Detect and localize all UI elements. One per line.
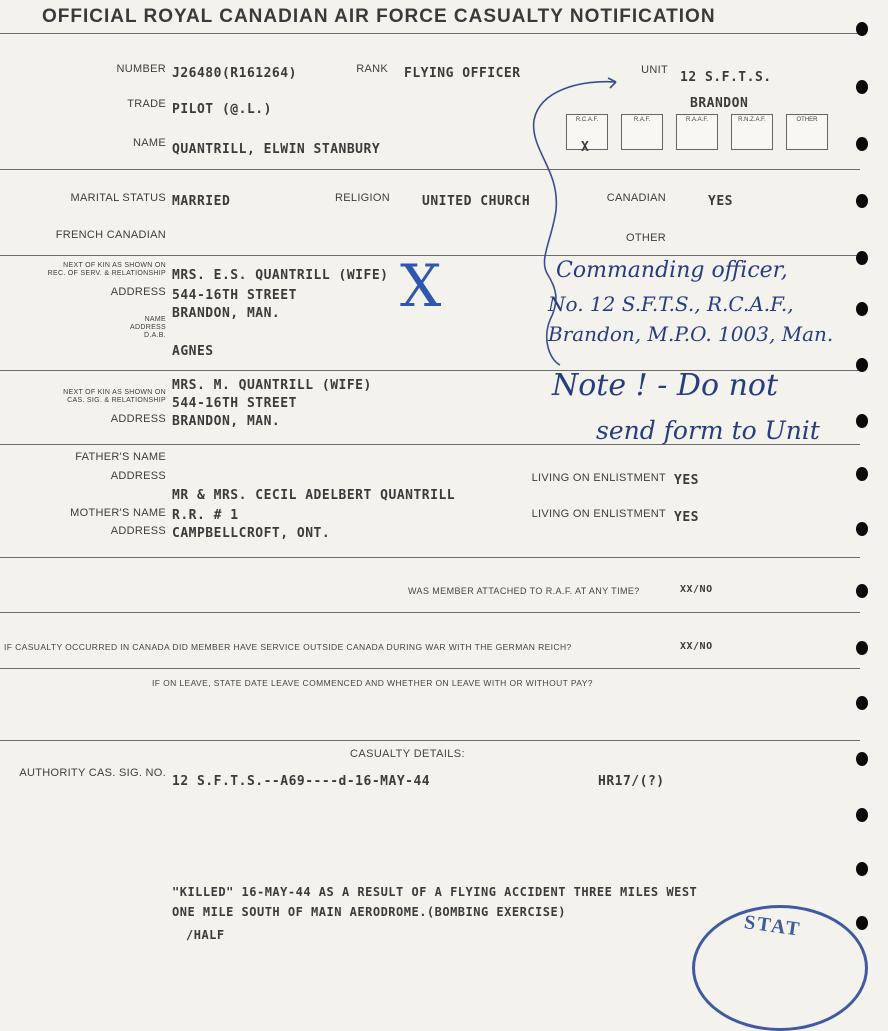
marital-status-label: MARITAL STATUS (70, 192, 166, 204)
other-label: OTHER (626, 232, 666, 244)
binder-hole (856, 80, 868, 94)
divider (0, 612, 860, 613)
dab-label-1: NAME (144, 316, 166, 323)
handwritten-note-line-1: Note ! - Do not (552, 368, 779, 403)
binder-hole (856, 584, 868, 598)
unit-value: 12 S.F.T.S. (680, 70, 772, 85)
binder-hole (856, 358, 868, 372)
nok-cas-label-2: CAS. SIG. & RELATIONSHIP (67, 397, 166, 404)
blue-cross-mark: X (400, 252, 442, 320)
parents-names: MR & MRS. CECIL ADELBERT QUANTRILL (172, 488, 456, 503)
raf-answer: XX/NO (680, 584, 713, 595)
mother-address-1: R.R. # 1 (172, 508, 239, 523)
stamp-text: STAT (742, 911, 803, 941)
nok-record-label-2: REC. OF SERV. & RELATIONSHIP (47, 270, 166, 277)
outside-canada-answer: XX/NO (680, 641, 713, 652)
father-living-label: LIVING ON ENLISTMENT (531, 472, 666, 484)
religion-value: UNITED CHURCH (422, 194, 531, 209)
binder-hole (856, 302, 868, 316)
trade-label: TRADE (127, 98, 166, 110)
casualty-ref: HR17/(?) (598, 774, 665, 789)
mother-name-label: MOTHER'S NAME (70, 507, 166, 519)
canadian-label: CANADIAN (606, 192, 666, 204)
force-box-label: R.A.F. (633, 117, 651, 123)
binder-hole (856, 752, 868, 766)
binder-hole (856, 22, 868, 36)
religion-label: RELIGION (335, 192, 390, 204)
force-box-label: R.A.A.F. (685, 117, 708, 123)
nok-cas-address-label: ADDRESS (110, 413, 166, 425)
binder-hole (856, 641, 868, 655)
binder-hole (856, 862, 868, 876)
trade-value: PILOT (@.L.) (172, 102, 272, 117)
casualty-details-label: CASUALTY DETAILS: (350, 748, 466, 760)
unit-label: UNIT (641, 64, 668, 76)
nok-cas-address-1: 544-16TH STREET (172, 396, 297, 411)
authority-value: 12 S.F.T.S.--A69----d-16-MAY-44 (172, 774, 431, 789)
handwritten-note-line-2: send form to Unit (596, 416, 820, 445)
authority-label: AUTHORITY CAS. SIG. NO. (19, 767, 166, 779)
member-name: QUANTRILL, ELWIN STANBURY (172, 142, 381, 157)
dab-label-2: ADDRESS (130, 324, 166, 331)
canadian-value: YES (708, 194, 733, 209)
outside-canada-question: IF CASUALTY OCCURRED IN CANADA DID MEMBER HAVE SERVICE OUTSIDE CANADA DURING WAR WITH THE GERMAN REICH? (4, 642, 572, 652)
form-title: OFFICIAL ROYAL CANADIAN AIR FORCE CASUALTY NOTIFICATION (42, 6, 716, 27)
number-label: NUMBER (116, 63, 166, 75)
force-box-label: R.N.Z.A.F. (738, 117, 766, 123)
binder-hole (856, 522, 868, 536)
mother-living-label: LIVING ON ENLISTMENT (531, 508, 666, 520)
nok-record-address-1: 544-16TH STREET (172, 288, 297, 303)
binder-hole (856, 808, 868, 822)
rank-value: FLYING OFFICER (404, 66, 521, 81)
force-box-raaf (676, 114, 718, 150)
marital-status-value: MARRIED (172, 194, 231, 209)
handwritten-co-line-3: Brandon, M.P.O. 1003, Man. (548, 322, 834, 346)
father-living-value: YES (674, 473, 699, 488)
divider (0, 169, 860, 170)
dab-label-3: D.A.B. (143, 332, 166, 339)
handwritten-co-line-2: No. 12 S.F.T.S., R.C.A.F., (548, 292, 794, 316)
handwritten-co-line-1: Commanding officer, (556, 258, 788, 283)
raf-question: WAS MEMBER ATTACHED TO R.A.F. AT ANY TIME? (408, 586, 640, 596)
binder-hole (856, 414, 868, 428)
force-box-label: OTHER (796, 117, 818, 123)
french-canadian-label: FRENCH CANADIAN (55, 229, 166, 241)
nok-record-address-label: ADDRESS (110, 286, 166, 298)
binder-hole (856, 137, 868, 151)
divider (0, 557, 860, 558)
casualty-text-1: "KILLED" 16-MAY-44 AS A RESULT OF A FLYING ACCIDENT THREE MILES WEST (172, 885, 698, 899)
nok-cas-label-1: NEXT OF KIN AS SHOWN ON (63, 389, 166, 396)
casualty-text-2: ONE MILE SOUTH OF MAIN AERODROME.(BOMBING EXERCISE) (172, 905, 566, 919)
dab-value: AGNES (172, 344, 214, 359)
binder-hole (856, 467, 868, 481)
name-label: NAME (133, 137, 166, 149)
mother-address-label: ADDRESS (110, 525, 166, 537)
service-number: J26480(R161264) (172, 66, 297, 81)
force-box-rnzaf (731, 114, 773, 150)
force-mark: X (581, 140, 590, 155)
binder-hole (856, 194, 868, 208)
divider (0, 740, 860, 741)
force-box-label: R.C.A.F. (575, 117, 599, 123)
binder-hole (856, 916, 868, 930)
rank-label: RANK (356, 63, 388, 75)
divider (0, 33, 860, 34)
mother-address-2: CAMPBELLCROFT, ONT. (172, 526, 331, 541)
nok-cas-name: MRS. M. QUANTRILL (WIFE) (172, 378, 372, 393)
mother-living-value: YES (674, 510, 699, 525)
divider (0, 668, 860, 669)
unit-location: BRANDON (690, 96, 749, 111)
binder-hole (856, 696, 868, 710)
nok-record-label-1: NEXT OF KIN AS SHOWN ON (63, 262, 166, 269)
leave-question: IF ON LEAVE, STATE DATE LEAVE COMMENCED AND WHETHER ON LEAVE WITH OR WITHOUT PAY? (152, 678, 593, 688)
casualty-text-3: /HALF (186, 928, 225, 942)
father-name-label: FATHER'S NAME (75, 451, 166, 463)
nok-cas-address-2: BRANDON, MAN. (172, 414, 281, 429)
nok-record-name: MRS. E.S. QUANTRILL (WIFE) (172, 268, 389, 283)
nok-record-address-2: BRANDON, MAN. (172, 306, 281, 321)
force-box-other (786, 114, 828, 150)
father-address-label: ADDRESS (110, 470, 166, 482)
binder-hole (856, 251, 868, 265)
